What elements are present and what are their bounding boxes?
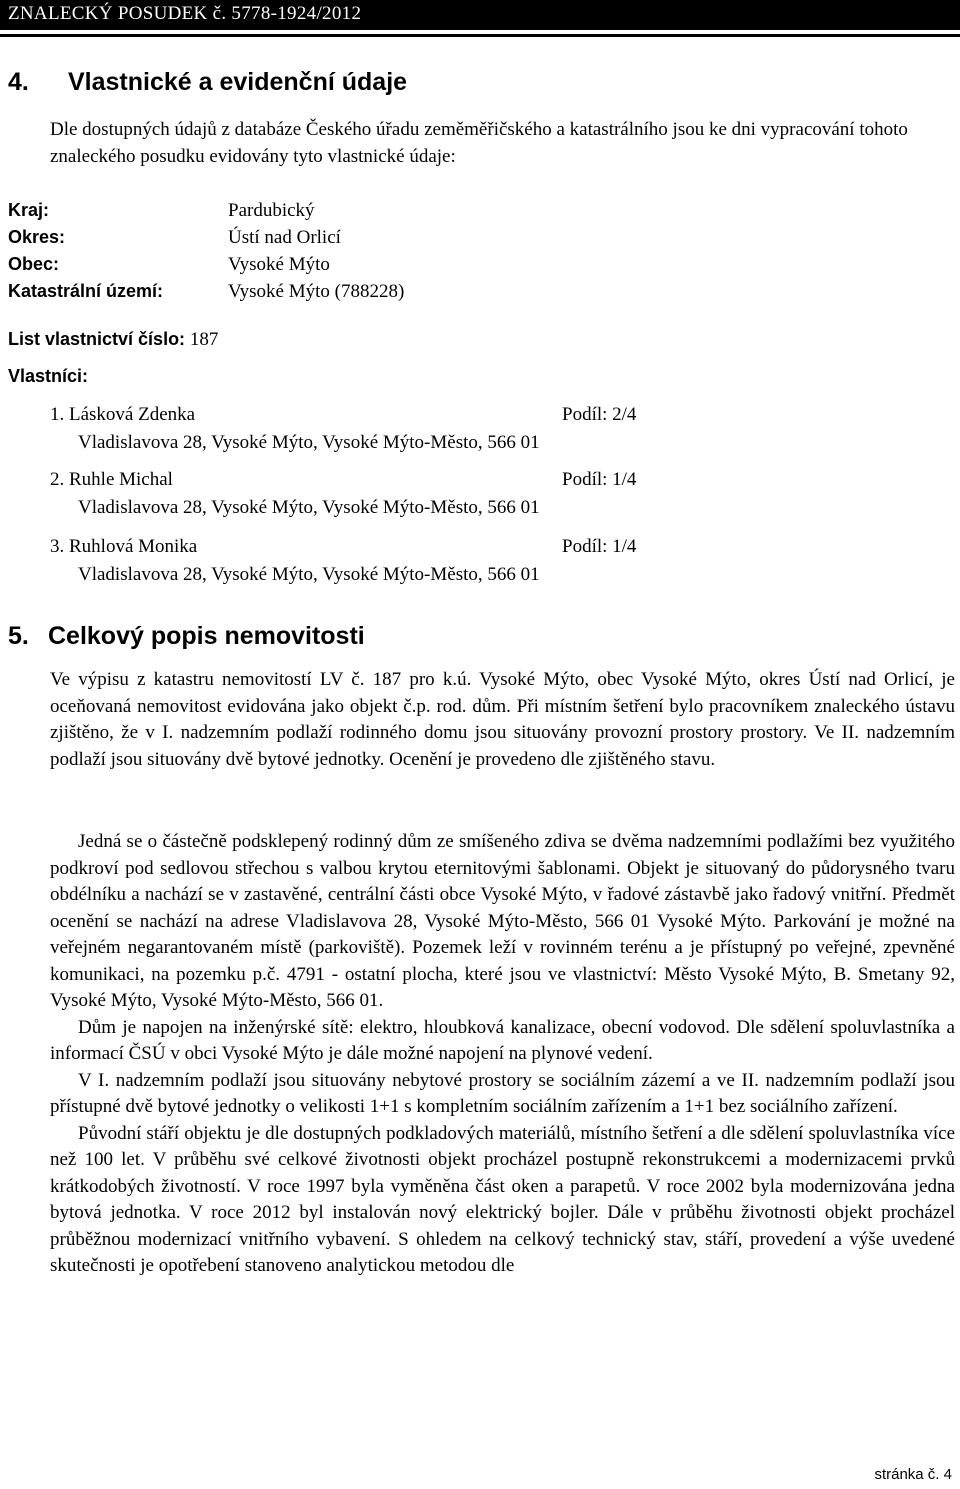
owners-label: Vlastníci: bbox=[8, 366, 89, 386]
section-title: Vlastnické a evidenční údaje bbox=[68, 68, 408, 96]
owner-address: Vladislavova 28, Vysoké Mýto, Vysoké Mýto-Město, 566 01 bbox=[78, 432, 540, 453]
lv-value: 187 bbox=[189, 329, 219, 350]
field-value: Vysoké Mýto (788228) bbox=[228, 281, 405, 302]
field-value: Ústí nad Orlicí bbox=[228, 227, 341, 248]
paragraph: Jedná se o částečně podsklepený rodinný dům ze smíšeného zdiva se dvěma nadzemními podlažími bez využitého podkroví pod sedlovou střechou s valbou krytou eternitovými šablonami. Objekt je situovaný do půdorysného tvaru obdélníku a nachází se v zastavěné, centrální části obce Vysoké Mýto, v řadové zástavbě jako řadový vnitřní. Předmět ocenění se nachází na adrese Vladislavova 28, Vysoké Mýto-Město, 566 01 Vysoké Mýto. Parkování je možné na veřejném negarantovaném místě (parkoviště). Pozemek leží v rovinném terénu a je přístupný po veřejné, zpevněné komunikaci, na pozemku p.č. 4791 - ostatní plocha, které jsou ve vlastnictví: Město Vysoké Mýto, B. Smetany 92, Vysoké Mýto, Vysoké Mýto-Město, 566 01. bbox=[50, 831, 955, 1011]
section-5-body bbox=[50, 829, 955, 1280]
paragraph: Ve výpisu z katastru nemovitostí LV č. 187 pro k.ú. Vysoké Mýto, obec Vysoké Mýto, okres Ústí nad Orlicí, je oceňovaná nemovitost evidována jako objekt č.p. rod. dům. Při místním šetření bylo pracovníkem znaleckého ústavu zjištěno, že v I. nadzemním podlaží rodinného domu jsou situovány provozní prostory prostory. Ve II. nadzemním podlaží jsou situovány dvě bytové jednotky. Ocenění je provedeno dle zjištěného stavu. bbox=[50, 669, 955, 770]
paragraph: Původní stáří objektu je dle dostupných podkladových materiálů, místního šetření a dle sdělení spoluvlastníka více než 100 let. V průběhu své celkové životnosti objekt procházel postupně rekonstrukcemi a modernizacemi prvků krátkodobých životností. V roce 1997 byla vyměněna část oken a parapetů. V roce 2002 byla modernizována jedna bytová jednotka. V roce 2012 byl instalován nový elektrický bojler. Dále v průběhu životnosti objekt procházel průběžnou modernizací vnitřního vybavení. S ohledem na celkový technický stav, stáří, provedení a výše uvedené skutečnosti je opotřebení stanoveno analytickou metodou dle bbox=[50, 1122, 955, 1276]
field-label: Okres: bbox=[8, 227, 66, 247]
owner-item bbox=[50, 533, 660, 589]
section-4-heading bbox=[8, 68, 407, 97]
owner-share: Podíl: 1/4 bbox=[562, 469, 637, 490]
owner-name: 1. Lásková Zdenka bbox=[50, 404, 196, 425]
document-title: ZNALECKÝ POSUDEK č. 5778-1924/2012 bbox=[8, 3, 362, 24]
page-number: stránka č. 4 bbox=[874, 1466, 952, 1483]
section-number: 4. bbox=[8, 68, 29, 96]
field-label: Kraj: bbox=[8, 200, 50, 220]
field-okres bbox=[8, 224, 341, 251]
owner-share: Podíl: 2/4 bbox=[562, 404, 637, 425]
field-katastralni-uzemi bbox=[8, 278, 404, 305]
owner-name: 2. Ruhle Michal bbox=[50, 469, 173, 490]
list-vlastnictvi bbox=[8, 329, 218, 351]
owner-address: Vladislavova 28, Vysoké Mýto, Vysoké Mýto-Město, 566 01 bbox=[78, 497, 540, 518]
field-kraj bbox=[8, 197, 315, 224]
paragraph: Dům je napojen na inženýrské sítě: elektro, hloubková kanalizace, obecní vodovod. Dle sdělení spoluvlastníka a informací ČSÚ v obci Vysoké Mýto je dále možné napojení na plynové vedení. bbox=[50, 1016, 955, 1064]
section-5-heading bbox=[8, 622, 365, 651]
paragraph: V I. nadzemním podlaží jsou situovány nebytové prostory se sociálním zázemí a ve II. nadzemním podlaží jsou přístupné dvě bytové jednotky o velikosti 1+1 s kompletním sociálním zařízením a 1+1 bez sociálního zařízení. bbox=[50, 1069, 955, 1117]
owner-name: 3. Ruhlová Monika bbox=[50, 536, 198, 557]
section-title: Celkový popis nemovitosti bbox=[48, 622, 365, 650]
section-number: 5. bbox=[8, 622, 29, 650]
lv-label: List vlastnictví číslo: bbox=[8, 329, 186, 349]
owner-address: Vladislavova 28, Vysoké Mýto, Vysoké Mýto-Město, 566 01 bbox=[78, 564, 540, 585]
header-divider bbox=[0, 34, 960, 37]
owner-share: Podíl: 1/4 bbox=[562, 536, 637, 557]
document-header bbox=[0, 0, 960, 30]
field-obec bbox=[8, 251, 330, 278]
owner-item bbox=[50, 401, 660, 457]
field-value: Pardubický bbox=[228, 200, 315, 221]
field-value: Vysoké Mýto bbox=[228, 254, 330, 275]
section-5-paragraph-1 bbox=[50, 667, 955, 773]
field-label: Obec: bbox=[8, 254, 60, 274]
section-4-intro: Dle dostupných údajů z databáze Českého úřadu zeměměřičského a katastrálního jsou ke dni vypracování tohoto znaleckého posudku evidovány tyto vlastnické údaje: bbox=[50, 119, 908, 167]
owner-item bbox=[50, 466, 660, 522]
field-label: Katastrální území: bbox=[8, 281, 164, 301]
